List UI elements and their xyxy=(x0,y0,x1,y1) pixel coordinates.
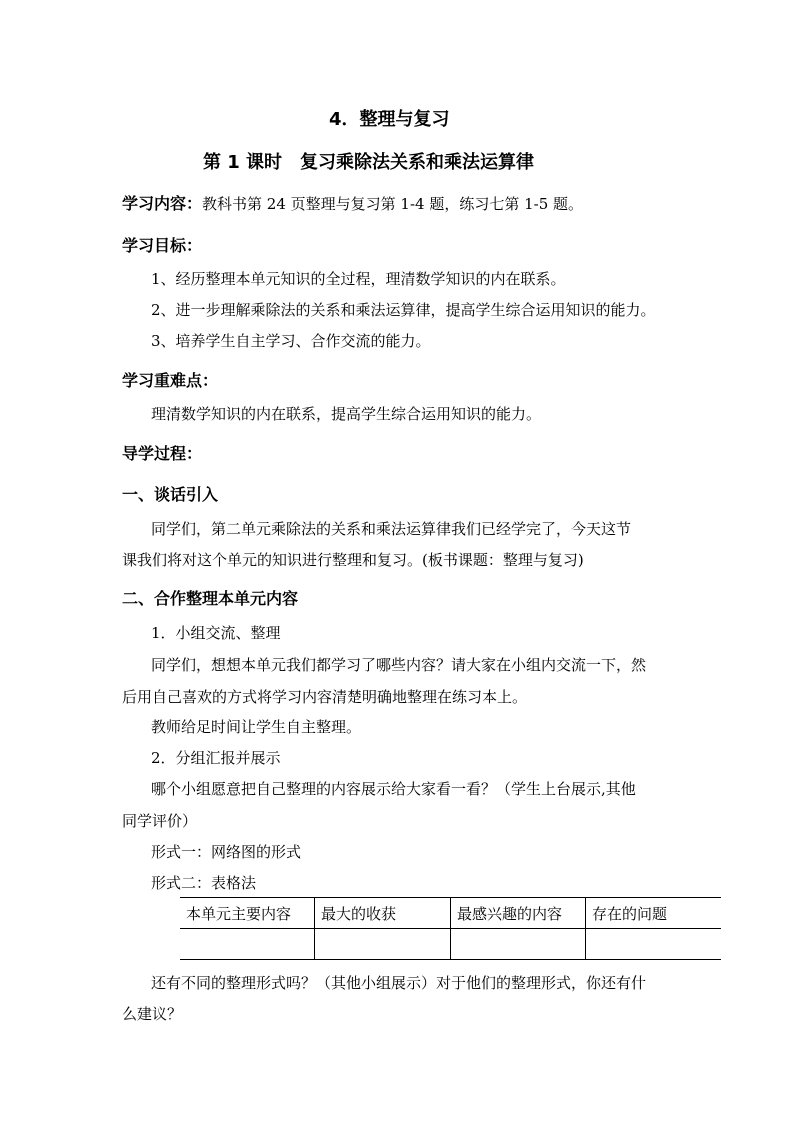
section1-paragraph-line: 同学们，第二单元乘除法的关系和乘法运算律我们已经学完了，今天这节 xyxy=(151,520,632,538)
goal-item: 3、培养学生自主学习、合作交流的能力。 xyxy=(151,332,431,350)
key-points-heading: 学习重难点： xyxy=(122,371,219,390)
section2-heading: 二、合作整理本单元内容 xyxy=(122,589,299,608)
process-heading: 导学过程： xyxy=(122,444,203,463)
table-header-cell: 存在的问题 xyxy=(586,898,722,929)
table-cell xyxy=(180,929,315,960)
learning-content-text: 教科书第 24 页整理与复习第 1-4 题，练习七第 1-5 题。 xyxy=(202,195,584,213)
table-row xyxy=(180,929,721,960)
learning-content-line xyxy=(122,191,583,214)
table-cell xyxy=(315,929,451,960)
learning-goals-heading: 学习目标： xyxy=(122,236,203,255)
lesson-subtitle: 第 1 课时 复习乘除法关系和乘法运算律 xyxy=(203,152,535,173)
table-cell xyxy=(586,929,722,960)
closing-paragraph-line: 么建议？ xyxy=(122,1005,183,1023)
table-header-cell: 最感兴趣的内容 xyxy=(451,898,586,929)
form1-text: 形式一：网络图的形式 xyxy=(151,843,302,861)
section1-paragraph-line: 课我们将对这个单元的知识进行整理和复习。(板书课题：整理与复习) xyxy=(122,551,584,569)
review-table xyxy=(180,897,721,960)
step2-title: 2．分组汇报并展示 xyxy=(151,749,281,767)
table-header-row xyxy=(180,898,721,929)
document-title: 4．整理与复习 xyxy=(329,109,450,130)
closing-paragraph-line: 还有不同的整理形式吗？（其他小组展示）对于他们的整理形式，你还有什 xyxy=(151,974,647,992)
step1-paragraph-line: 后用自己喜欢的方式将学习内容清楚明确地整理在练习本上。 xyxy=(122,688,528,706)
goal-item: 2、进一步理解乘除法的关系和乘法运算律，提高学生综合运用知识的能力。 xyxy=(151,301,656,319)
step1-paragraph-2: 教师给足时间让学生自主整理。 xyxy=(151,718,362,736)
table-header-cell: 最大的收获 xyxy=(315,898,451,929)
form2-text: 形式二：表格法 xyxy=(151,874,257,892)
table-cell xyxy=(451,929,586,960)
step2-paragraph-line: 哪个小组愿意把自己整理的内容展示给大家看一看？（学生上台展示,其他 xyxy=(151,780,636,798)
step2-paragraph-line: 同学评价） xyxy=(122,812,198,830)
step1-paragraph-line: 同学们，想想本单元我们都学习了哪些内容？请大家在小组内交流一下，然 xyxy=(151,656,647,674)
key-points-text: 理清数学知识的内在联系，提高学生综合运用知识的能力。 xyxy=(151,405,542,423)
step1-title: 1．小组交流、整理 xyxy=(151,624,281,642)
table-header-cell: 本单元主要内容 xyxy=(180,898,315,929)
learning-content-label: 学习内容： xyxy=(122,194,203,213)
goal-item: 1、经历整理本单元知识的全过程，理清数学知识的内在联系。 xyxy=(151,270,566,288)
section1-heading: 一、谈话引入 xyxy=(122,485,219,504)
